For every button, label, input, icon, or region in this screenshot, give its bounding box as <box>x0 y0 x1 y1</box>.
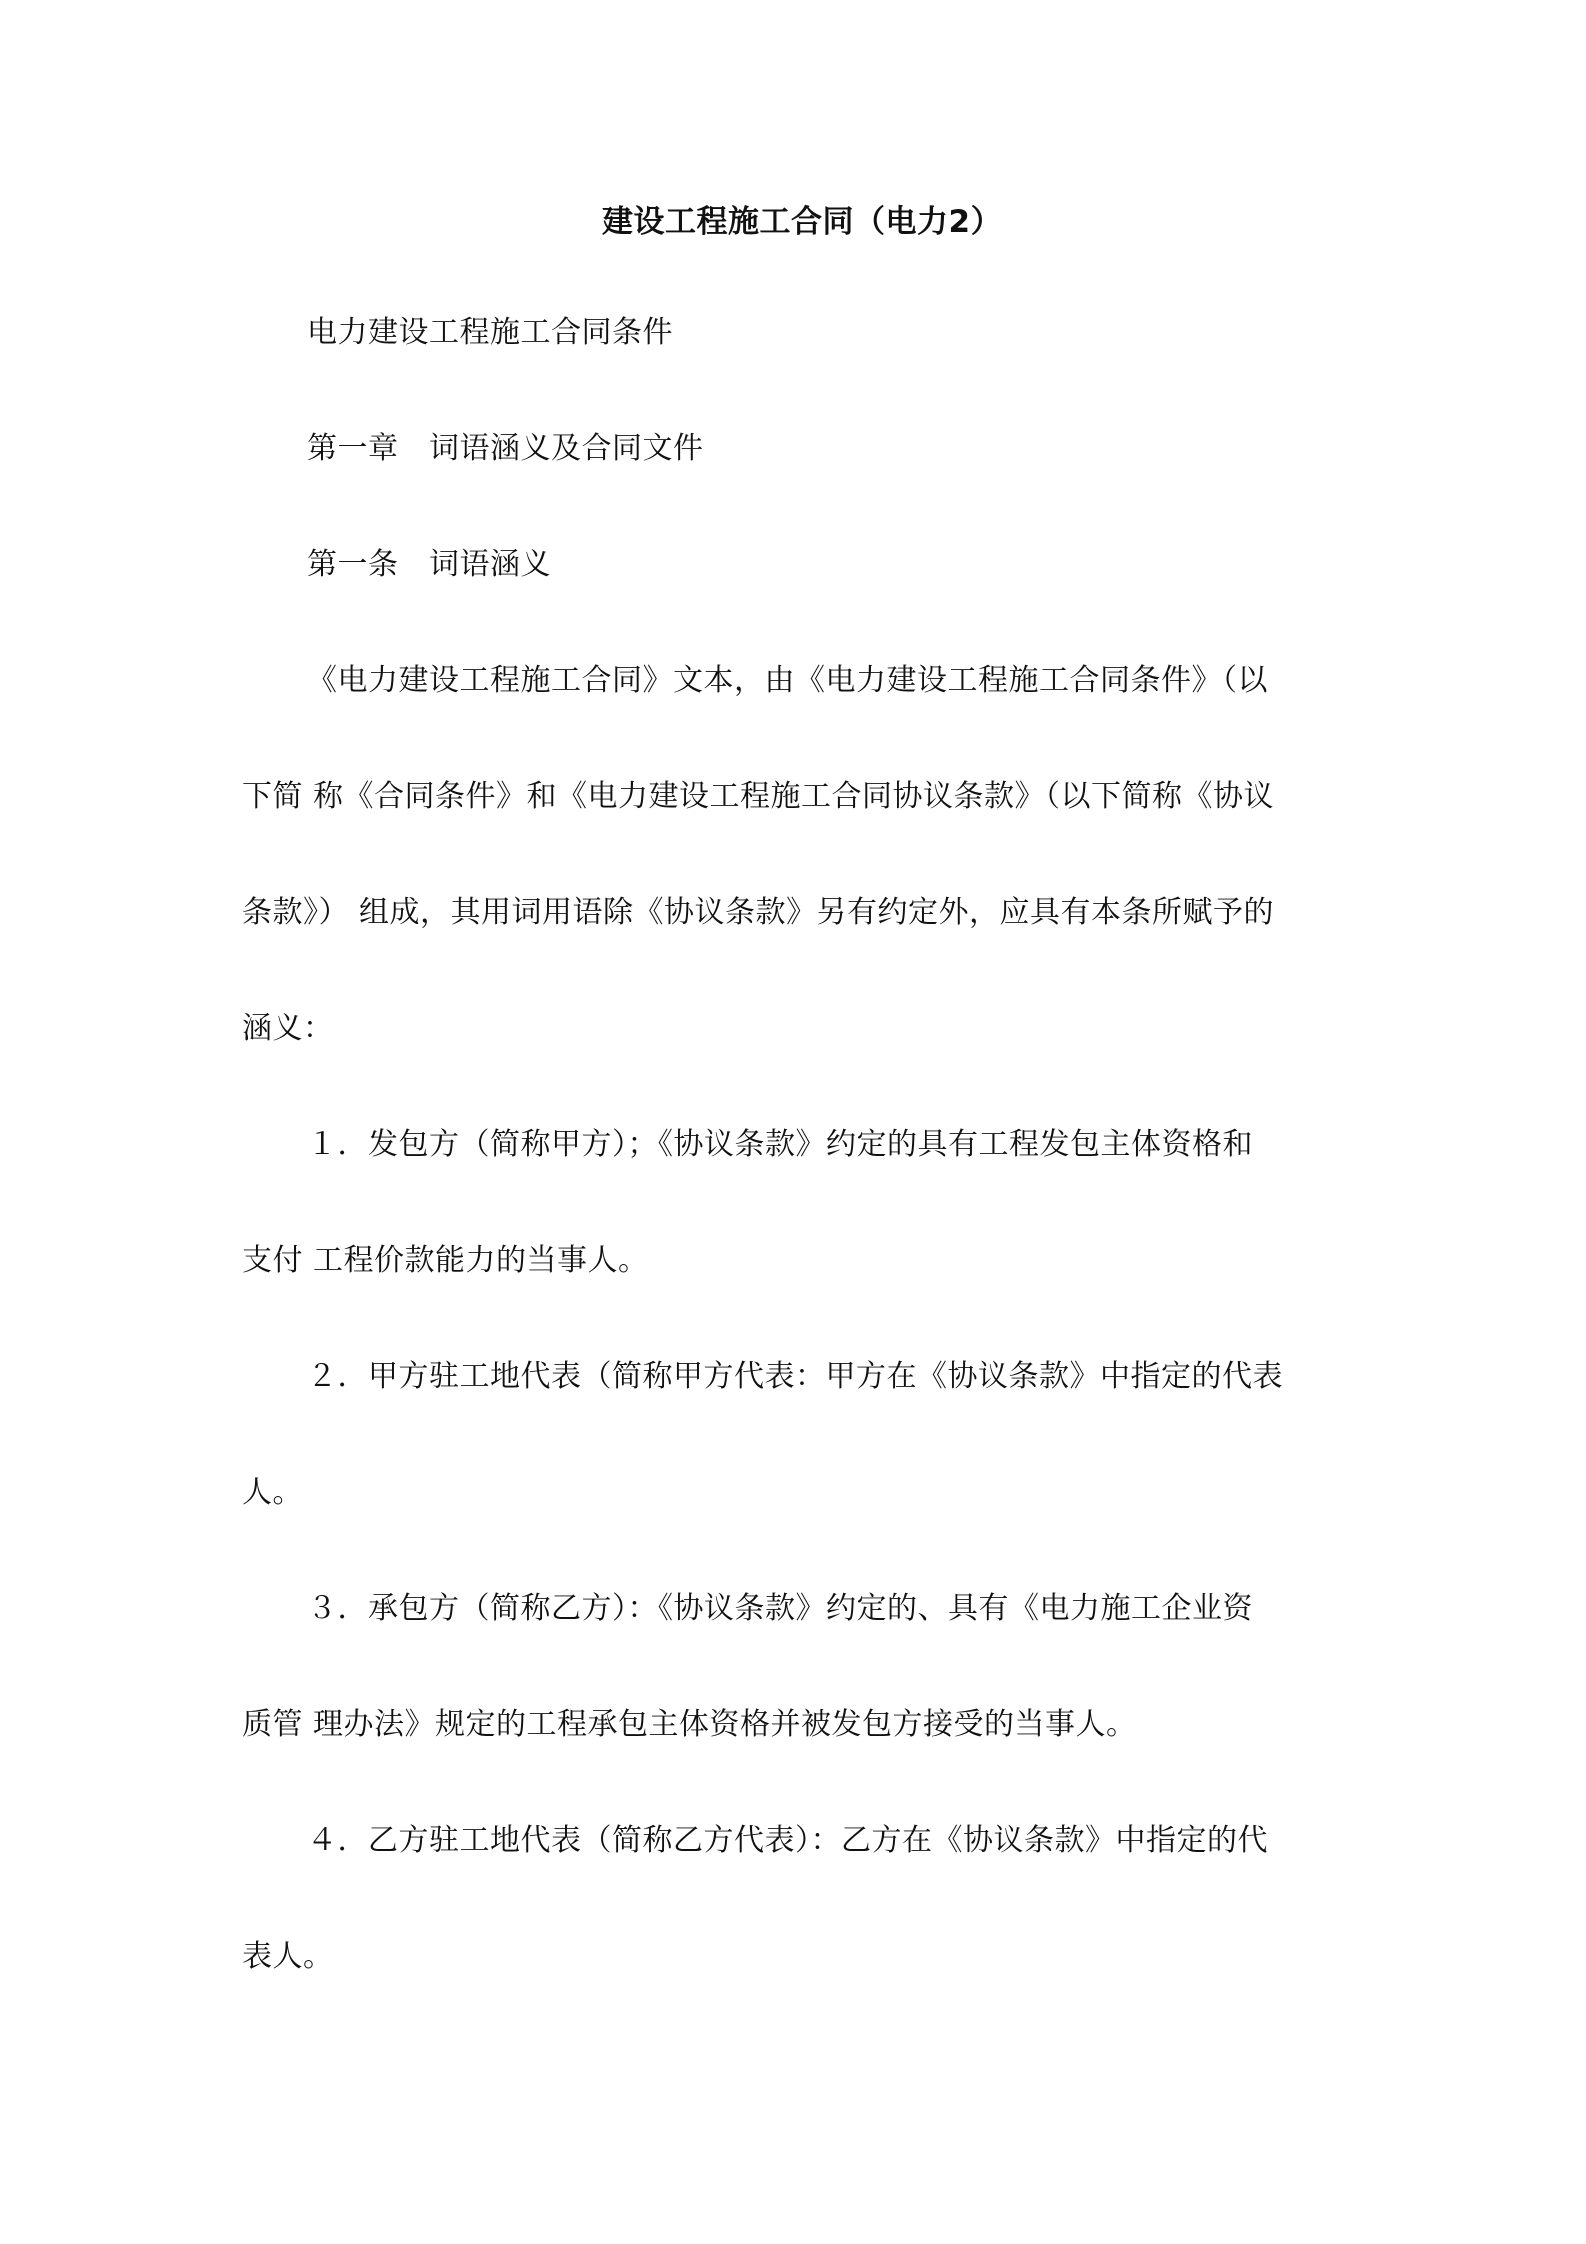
paragraph-line: ４．乙方驻工地代表（简称乙方代表）：乙方在《协议条款》中指定的代 <box>307 1823 1268 1858</box>
section-heading: 电力建设工程施工合同条件 <box>307 315 673 350</box>
document-title: 建设工程施工合同（电力2） <box>602 204 1003 240</box>
article-heading: 第一条 词语涵义 <box>307 547 551 582</box>
paragraph-line: 下简 称《合同条件》和《电力建设工程施工合同协议条款》（以下简称《协议 <box>242 779 1275 814</box>
paragraph-line: 支付 工程价款能力的当事人。 <box>242 1243 649 1278</box>
paragraph-line: １．发包方（简称甲方）；《协议条款》约定的具有工程发包主体资格和 <box>307 1127 1253 1162</box>
paragraph-line: ２．甲方驻工地代表（简称甲方代表：甲方在《协议条款》中指定的代表 <box>307 1359 1283 1394</box>
paragraph-line: 《电力建设工程施工合同》文本，由《电力建设工程施工合同条件》（以 <box>307 663 1268 698</box>
paragraph-line: 人。 <box>242 1475 303 1510</box>
paragraph-line: 质管 理办法》规定的工程承包主体资格并被发包方接受的当事人。 <box>242 1707 1137 1742</box>
paragraph-line: 表人。 <box>242 1939 334 1974</box>
paragraph-line: ３．承包方（简称乙方）：《协议条款》约定的、具有《电力施工企业资 <box>307 1591 1253 1626</box>
chapter-heading: 第一章 词语涵义及合同文件 <box>307 431 704 466</box>
paragraph-line: 条款》） 组成，其用词用语除《协议条款》另有约定外，应具有本条所赋予的 <box>242 895 1275 930</box>
paragraph-line: 涵义： <box>242 1011 334 1046</box>
